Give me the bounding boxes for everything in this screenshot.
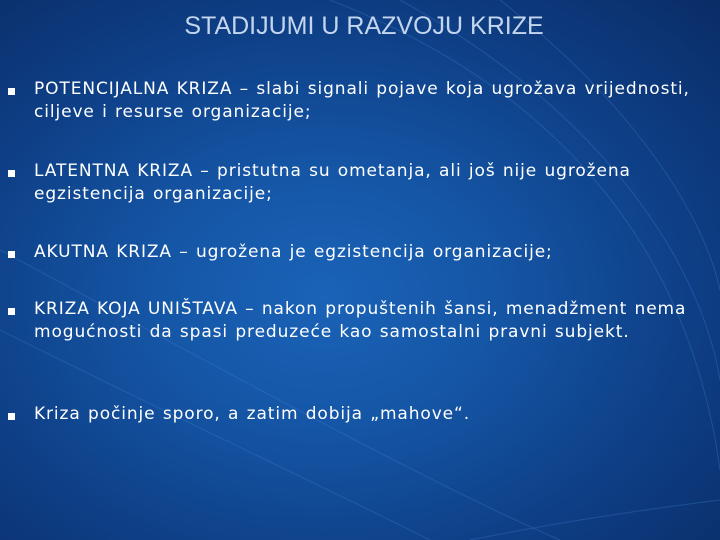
bullet-text: POTENCIJALNA KRIZA – slabi signali pojave koja ugrožava vrijednosti, ciljeve i resurse organizacije; (34, 79, 690, 122)
bullet-text: LATENTNA KRIZA – pristutna su ometanja, ali još nije ugrožena egzistencija organizacije; (34, 161, 631, 204)
square-bullet-icon (8, 170, 15, 177)
bullet-text: Kriza počinje sporo, a zatim dobija „mahove“. (34, 404, 471, 424)
square-bullet-icon (8, 251, 15, 258)
square-bullet-icon (8, 413, 15, 420)
bullet-text: KRIZA KOJA UNIŠTAVA – nakon propuštenih šansi, menadžment nema mogućnosti da spasi preduzeće kao samostalni pravni subjekt. (34, 299, 687, 342)
square-bullet-icon (8, 308, 15, 315)
square-bullet-icon (8, 88, 15, 95)
bullet-text: AKUTNA KRIZA – ugrožena je egzistencija organizacije; (34, 242, 553, 262)
slide-title: STADIJUMI U RAZVOJU KRIZE (184, 12, 544, 40)
